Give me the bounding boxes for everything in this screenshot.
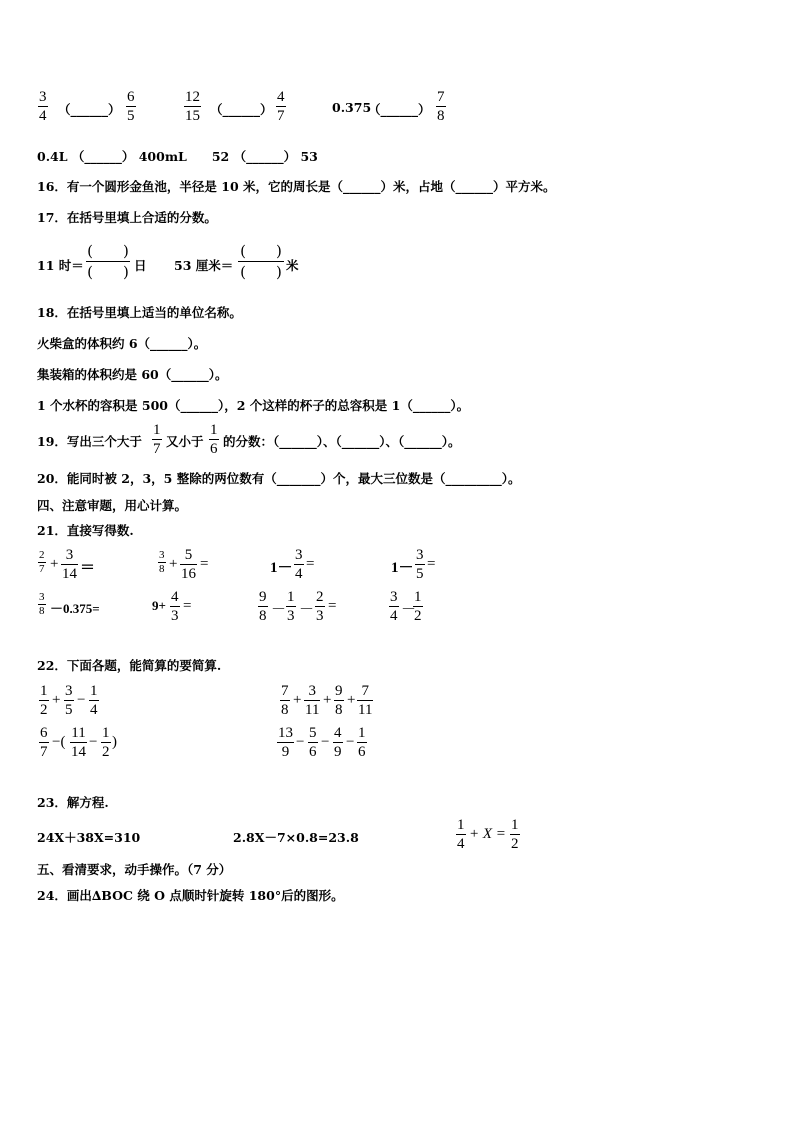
plus-sign: +	[347, 692, 356, 708]
fraction: 4 3	[171, 589, 179, 624]
minus-sign: −	[346, 734, 355, 750]
fraction: 6 5	[127, 89, 135, 124]
plus-sign: +	[169, 556, 178, 572]
minus-paren: −(	[52, 734, 66, 750]
minus-sign: −	[321, 734, 330, 750]
expression-suffix: －0.375=	[50, 601, 100, 616]
q17-b-suffix: 米	[286, 258, 299, 273]
fraction: 3 14	[62, 547, 77, 582]
question-22-title: 22．下面各题，能简算的要简算.	[37, 658, 222, 673]
q17-a-suffix: 日	[134, 258, 147, 273]
fraction: 7 8	[437, 89, 445, 124]
fraction: 5 16	[181, 547, 196, 582]
fraction: 3 8	[159, 549, 165, 575]
fill-fraction-box[interactable]: ( ) ( )	[238, 241, 284, 282]
fraction: 3 5	[416, 547, 424, 582]
q18-line3: 1 个水杯的容积是 500（______），2 个这样的杯子的总容积是 1（______）。	[37, 398, 470, 413]
equals-sign: =	[183, 598, 192, 614]
q17-b-prefix: 53 厘米＝	[174, 258, 234, 273]
fraction: 1 2	[511, 817, 519, 852]
fraction: 11 14	[71, 725, 86, 760]
fraction: 1 6	[358, 725, 366, 760]
minus-sign: －	[401, 602, 417, 618]
fraction: 6 7	[40, 725, 48, 760]
expression-prefix: 1－	[270, 560, 293, 576]
plus-sign: +	[50, 556, 59, 572]
fraction: 5 6	[309, 725, 317, 760]
fraction: 12 15	[185, 89, 200, 124]
fraction: 4 7	[277, 89, 285, 124]
fraction: 3 11	[305, 683, 320, 718]
fraction: 3 8	[39, 591, 45, 617]
q19-mid: 又小于	[166, 434, 204, 449]
fraction: 9 8	[259, 589, 267, 624]
q18-line1: 火柴盒的体积约 6（______）。	[37, 336, 207, 351]
minus-sign: −	[89, 734, 98, 750]
fraction: 9 8	[335, 683, 343, 718]
plus-sign: +	[52, 692, 61, 708]
fraction: 1 2	[102, 725, 110, 760]
equals-sign: =	[200, 556, 209, 572]
equation-middle: + X =	[469, 826, 506, 842]
fraction: 4 9	[334, 725, 342, 760]
fraction: 2 3	[316, 589, 324, 624]
plus-sign: +	[323, 692, 332, 708]
comparison-row: 0.4L （______） 400mL 52 （______） 53	[37, 149, 318, 164]
plus-sign: +	[293, 692, 302, 708]
fraction: 7 8	[281, 683, 289, 718]
expression-prefix: 1－	[391, 560, 414, 576]
equals-sign: =	[427, 556, 436, 572]
minus-sign: －	[271, 602, 287, 618]
question-18-title: 18．在括号里填上适当的单位名称。	[37, 305, 242, 320]
q17-a-prefix: 11 时＝	[37, 258, 84, 273]
question-17-title: 17．在括号里填上合适的分数。	[37, 210, 217, 225]
answer-blank[interactable]: （______）	[210, 102, 273, 117]
fraction: 3 4	[295, 547, 303, 582]
minus-sign: −	[77, 692, 86, 708]
q19-suffix: 的分数：（______）、（______）、（______）。	[223, 434, 461, 449]
fraction: 13 9	[278, 725, 293, 760]
equation-2: 2.8X－7×0.8=23.8	[233, 830, 359, 845]
fraction: 2 7	[39, 549, 45, 575]
fraction: 1 6	[210, 422, 218, 457]
question-20: 20．能同时被 2，3，5 整除的两位数有（_______）个，最大三位数是（_________）。	[37, 471, 521, 486]
equals-sign: =	[328, 598, 337, 614]
fraction: 3 4	[390, 589, 398, 624]
fraction: 1 2	[40, 683, 48, 718]
expression-prefix: 9+	[152, 598, 166, 613]
fraction: 1 3	[287, 589, 295, 624]
minus-sign: −	[296, 734, 305, 750]
question-23-title: 23．解方程.	[37, 795, 109, 810]
question-16: 16．有一个圆形金鱼池，半径是 10 米，它的周长是（______）米，占地（______）平方米。	[37, 179, 556, 194]
equals-sign: ＝	[80, 560, 96, 576]
section-5-heading: 五、看清要求，动手操作。（7 分）	[37, 862, 232, 877]
fraction: 3 4	[39, 89, 47, 124]
question-24: 24．画出∆BOC 绕 O 点顺时针旋转 180°后的图形。	[37, 888, 344, 903]
answer-blank[interactable]: （______）	[58, 102, 121, 117]
fraction: 7 11	[358, 683, 373, 718]
equals-sign: =	[306, 556, 315, 572]
question-21-title: 21．直接写得数.	[37, 523, 134, 538]
minus-sign: －	[299, 602, 315, 618]
fraction: 1 4	[90, 683, 98, 718]
q19-prefix: 19．写出三个大于	[37, 434, 142, 449]
fill-fraction-box[interactable]: ( ) ( )	[87, 242, 129, 281]
fraction: 1 4	[457, 817, 465, 852]
fraction: 1 2	[414, 589, 422, 624]
fraction: 1 7	[153, 422, 161, 457]
fraction: 3 5	[65, 683, 73, 718]
decimal-value: 0.375	[332, 100, 372, 115]
equation-1: 24X＋38X=310	[37, 830, 141, 845]
answer-blank[interactable]: （______）	[368, 102, 431, 117]
section-4-heading: 四、注意审题，用心计算。	[37, 498, 188, 513]
q18-line2: 集装箱的体积约是 60（______）。	[37, 367, 228, 382]
close-paren: )	[112, 734, 117, 750]
